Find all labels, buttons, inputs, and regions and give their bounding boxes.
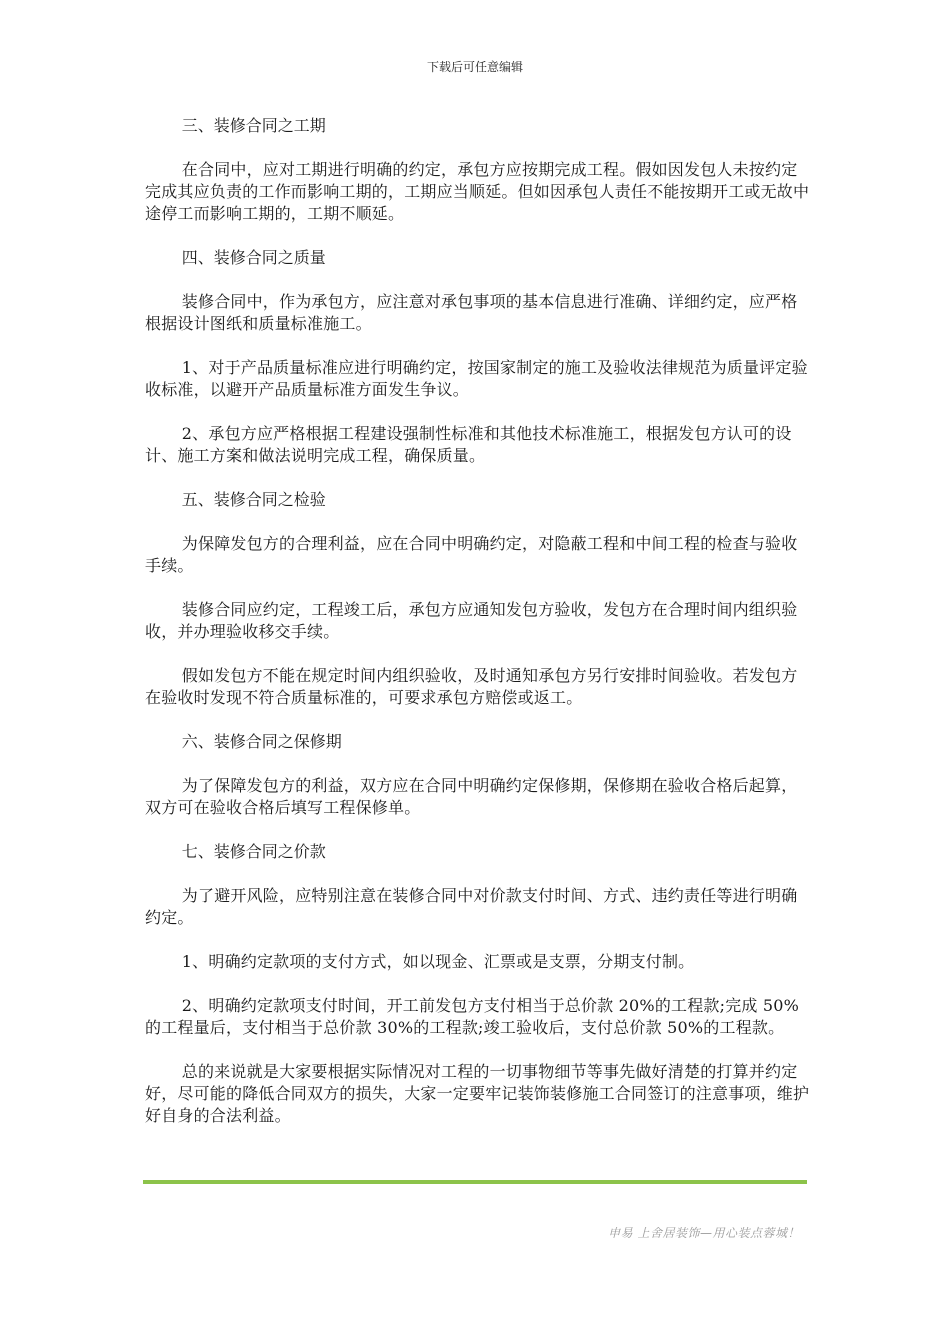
section-heading-schedule: 三、装修合同之工期 [181, 116, 326, 135]
paragraph: 装修合同应约定，工程竣工后，承包方应通知发包方验收，发包方在合理时间内组织验收，并办理验收移交手续。 [145, 600, 798, 641]
paragraph: 为了避开风险，应特别注意在装修合同中对价款支付时间、方式、违约责任等进行明确约定。 [145, 886, 798, 927]
footer-slogan: 申易 上舍居装饰—用心装点蓉城！ [608, 1226, 800, 1240]
paragraph: 为了保障发包方的利益，双方应在合同中明确约定保修期，保修期在验收合格后起算，双方可在验收合格后填写工程保修单。 [145, 776, 798, 817]
header-note: 下载后可任意编辑 [426, 60, 523, 74]
section-heading-warranty: 六、装修合同之保修期 [181, 732, 342, 751]
paragraph: 1、对于产品质量标准应进行明确约定，按国家制定的施工及验收法律规范为质量评定验收标准，以避开产品质量标准方面发生争议。 [145, 358, 808, 399]
section-heading-inspection: 五、装修合同之检验 [181, 490, 326, 509]
paragraph: 装修合同中，作为承包方，应注意对承包事项的基本信息进行准确、详细约定，应严格根据设计图纸和质量标准施工。 [145, 292, 798, 333]
paragraph: 2、承包方应严格根据工程建设强制性标准和其他技术标准施工，根据发包方认可的设计、施工方案和做法说明完成工程，确保质量。 [145, 424, 792, 465]
footer-divider [143, 1180, 807, 1184]
paragraph: 总的来说就是大家要根据实际情况对工程的一切事物细节等事先做好清楚的打算并约定好，尽可能的降低合同双方的损失，大家一定要牢记装饰装修施工合同签订的注意事项，维护好自身的合法利益。 [145, 1062, 810, 1125]
paragraph: 在合同中，应对工期进行明确的约定，承包方应按期完成工程。假如因发包人未按约定完成其应负责的工作而影响工期的，工期应当顺延。但如因承包人责任不能按期开工或无故中途停工而影响工期的，工期不顺延。 [145, 160, 810, 223]
paragraph: 2、明确约定款项支付时间，开工前发包方支付相当于总价款 20%的工程款;完成 50%的工程量后，支付相当于总价款 30%的工程款;竣工验收后，支付总价款 50%的工程款。 [145, 996, 800, 1037]
paragraph: 为保障发包方的合理利益，应在合同中明确约定，对隐蔽工程和中间工程的检查与验收手续。 [145, 534, 798, 575]
section-heading-quality: 四、装修合同之质量 [181, 248, 326, 267]
paragraph: 1、明确约定款项的支付方式，如以现金、汇票或是支票，分期支付制。 [181, 952, 695, 971]
paragraph: 假如发包方不能在规定时间内组织验收，及时通知承包方另行安排时间验收。若发包方在验收时发现不符合质量标准的，可要求承包方赔偿或返工。 [145, 666, 798, 707]
document-body [145, 115, 810, 1149]
section-heading-price: 七、装修合同之价款 [181, 842, 326, 861]
